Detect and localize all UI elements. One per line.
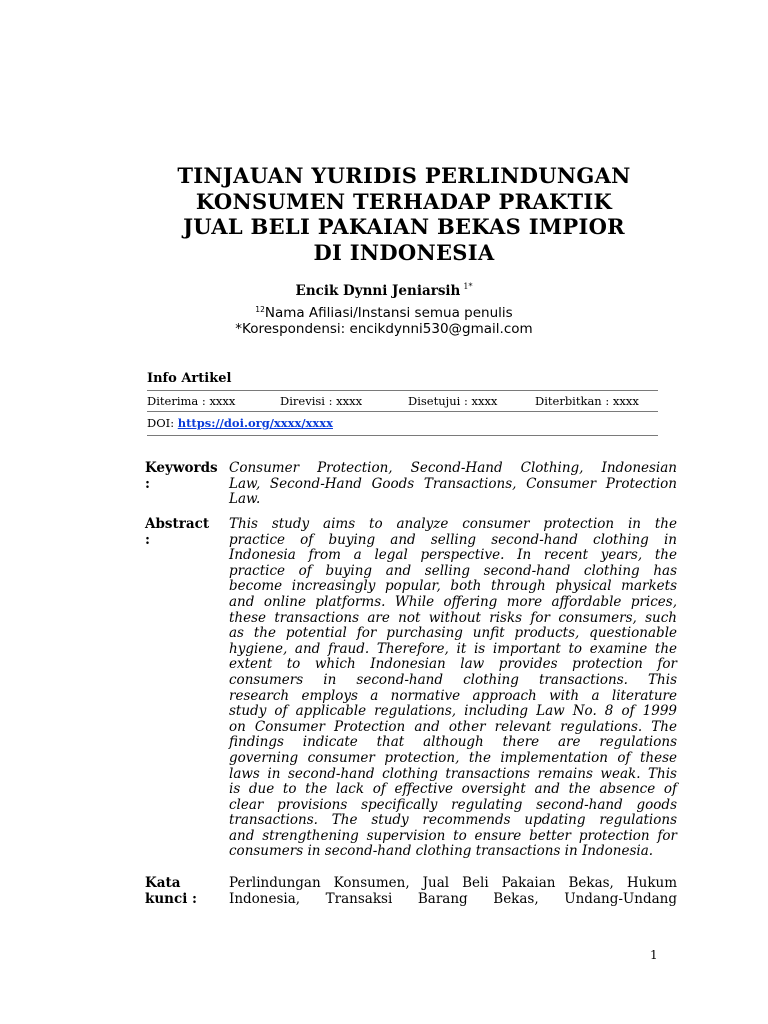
doi-label: DOI:	[147, 416, 175, 430]
abstract-line: is due to the lack of effective oversight and the absence of	[229, 781, 677, 798]
keywords-line: Law, Second-Hand Goods Transactions, Consumer Protection	[229, 475, 677, 492]
abstract-line: and online platforms. While offering more affordable prices,	[229, 593, 677, 610]
abstract-line: governing consumer protection, the implementation of these	[229, 749, 677, 766]
page-number: 1	[650, 948, 658, 962]
abstract-line: consumers in second-hand clothing transactions. This	[229, 671, 677, 688]
title-line: TINJAUAN YURIDIS PERLINDUNGAN	[177, 163, 631, 188]
title-line: DI INDONESIA	[313, 239, 495, 265]
title-line: KONSUMEN TERHADAP PRAKTIK	[195, 188, 613, 214]
abstract-line: become increasingly popular, both through physical markets	[229, 578, 677, 595]
kata-kunci-label	[145, 876, 229, 907]
keywords-label-line: Keywords	[145, 460, 218, 476]
abstract-line: study of applicable regulations, including Law No. 8 of 1999	[229, 703, 677, 720]
affiliation-superscript: 12	[255, 305, 265, 314]
kata-kunci-label-colon: kunci :	[145, 890, 198, 907]
date-revised: Direvisi : xxxx	[280, 394, 363, 408]
title-line: JUAL BELI PAKAIAN BEKAS IMPIOR	[183, 214, 625, 239]
divider	[147, 435, 658, 436]
keywords-label	[145, 461, 229, 492]
abstract-line: research employs a normative approach with a literature	[229, 687, 677, 704]
abstract-text	[229, 517, 677, 860]
abstract-line: clear provisions specifically regulating second-hand goods	[229, 796, 677, 813]
kata-kunci-text	[229, 876, 677, 907]
abstract-label-colon: :	[145, 531, 150, 548]
abstract-line: Indonesia from a legal perspective. In recent years, the	[229, 547, 677, 564]
date-received: Diterima : xxxx	[147, 394, 236, 408]
affiliation-text: Nama Afiliasi/Instansi semua penulis	[264, 305, 513, 321]
abstract-label	[145, 517, 229, 548]
abstract-line: transactions. The study recommends updating regulations	[229, 812, 677, 829]
keywords-line: Law.	[229, 491, 261, 508]
abstract-line: and strengthening supervision to ensure better protection for	[229, 827, 677, 844]
doi-line	[147, 416, 333, 430]
kata-kunci-label-line: Kata	[145, 875, 181, 891]
doi-link[interactable]: https://doi.org/xxxx/xxxx	[177, 416, 333, 430]
abstract-line: extent to which Indonesian law provides protection for	[229, 656, 677, 673]
affiliation-line	[0, 305, 768, 321]
correspondence-line: *Korespondensi: encikdynni530@gmail.com	[235, 321, 533, 337]
abstract-line: consumers in second-hand clothing transactions in Indonesia.	[229, 843, 654, 860]
paper-title	[130, 163, 678, 265]
abstract-line: practice of buying and selling second-hand clothing has	[229, 562, 677, 579]
author-superscript: 1*	[463, 282, 473, 291]
kata-kunci-line: Perlindungan Konsumen, Jual Beli Pakaian Bekas, Hukum	[229, 875, 677, 891]
date-accepted: Disetujui : xxxx	[408, 394, 498, 408]
keywords-label-colon: :	[145, 475, 150, 492]
kata-kunci-line: Indonesia, Transaksi Barang Bekas, Undang-Undang	[229, 890, 677, 907]
abstract-line: This study aims to analyze consumer protection in the	[229, 516, 677, 532]
abstract-line: findings indicate that although there are regulations	[229, 734, 677, 751]
info-artikel-heading: Info Artikel	[147, 371, 232, 386]
abstract-line: practice of buying and selling second-hand clothing in	[229, 531, 677, 548]
abstract-label-line: Abstract	[145, 516, 210, 532]
abstract-line: hygiene, and fraud. Therefore, it is important to examine the	[229, 640, 677, 657]
abstract-line: as the potential for purchasing unfit products, questionable	[229, 625, 677, 642]
abstract-line: laws in second-hand clothing transactions remains weak. This	[229, 765, 677, 782]
keywords-text	[229, 461, 677, 508]
abstract-line: these transactions are not without risks for consumers, such	[229, 609, 677, 626]
author-line	[0, 282, 768, 299]
divider	[147, 411, 658, 412]
keywords-line: Consumer Protection, Second-Hand Clothing, Indonesian	[229, 460, 677, 476]
date-published: Diterbitkan : xxxx	[535, 394, 639, 408]
abstract-line: on Consumer Protection and other relevant regulations. The	[229, 718, 677, 735]
divider	[147, 390, 658, 391]
author-name: Encik Dynni Jeniarsih	[295, 283, 461, 299]
